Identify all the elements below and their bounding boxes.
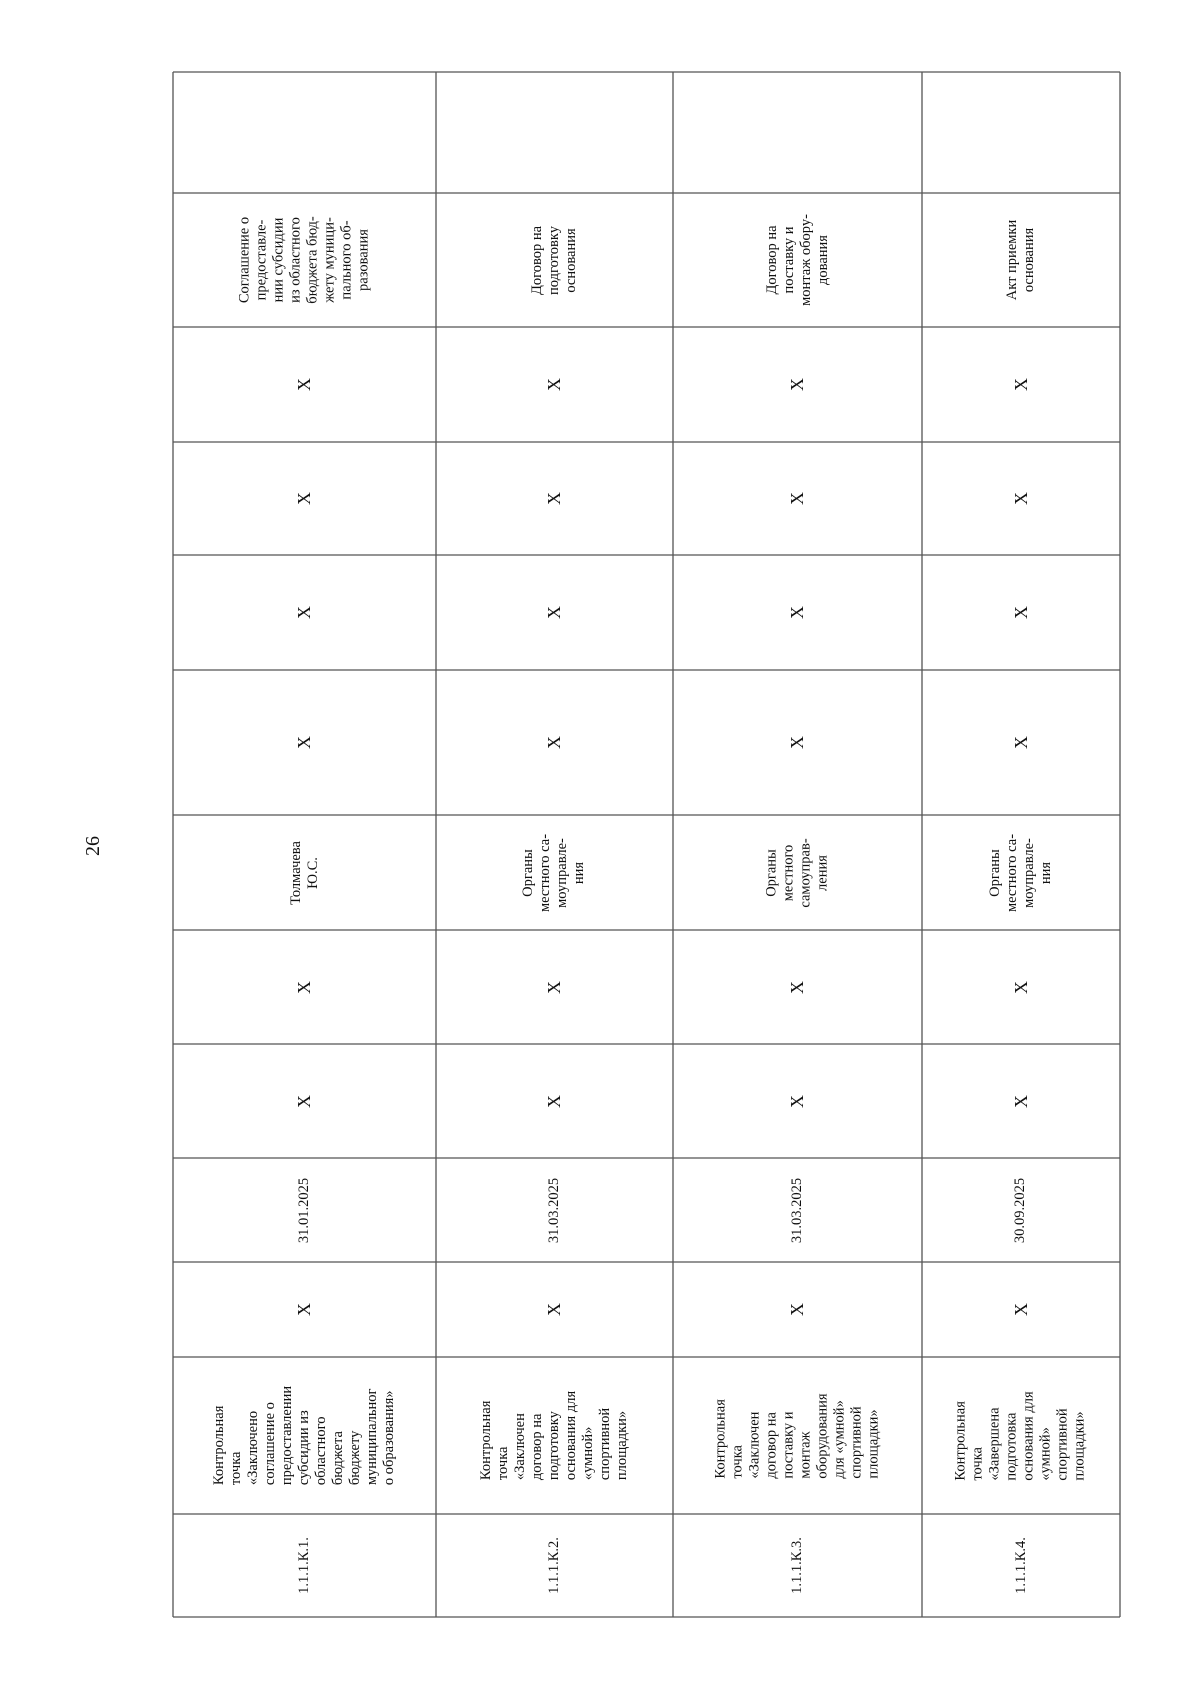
control-point-name-cell xyxy=(673,1357,922,1514)
x-cell-text: X xyxy=(787,606,807,619)
empty-cell xyxy=(173,72,436,193)
responsible-cell xyxy=(673,815,922,930)
x-cell xyxy=(173,555,436,670)
control-point-name-cell xyxy=(173,1357,436,1514)
x-cell-text: X xyxy=(787,1303,807,1316)
x-cell-text: X xyxy=(787,736,807,749)
responsible-cell-text: Органы местного са- моуправле- ния xyxy=(520,833,588,912)
x-cell xyxy=(673,442,922,555)
document-cell xyxy=(173,193,436,327)
control-point-name-cell-text: Контрольная точка «Завершена подготовка основания для «умной» спортивной площадки» xyxy=(953,1390,1088,1481)
x-cell-text: X xyxy=(294,1303,314,1316)
x-cell xyxy=(922,930,1120,1044)
x-cell-text: X xyxy=(544,1303,564,1316)
x-cell xyxy=(922,327,1120,442)
code-cell xyxy=(436,1514,673,1617)
x-cell-text: X xyxy=(1010,492,1031,505)
x-cell-text: X xyxy=(294,606,314,619)
empty-cell xyxy=(922,72,1120,193)
code-cell-text: 1.1.1.К.1. xyxy=(295,1537,312,1594)
x-cell-text: X xyxy=(1010,1303,1031,1316)
x-cell xyxy=(436,327,673,442)
x-cell-text: X xyxy=(544,378,564,391)
responsible-cell-text: Толмачева Ю.С. xyxy=(287,840,321,905)
responsible-cell-text: Органы местного самоуправ- ления xyxy=(763,837,831,908)
document-cell xyxy=(922,193,1120,327)
x-cell xyxy=(922,1044,1120,1158)
date-cell-text: 31.01.2025 xyxy=(296,1177,312,1243)
control-point-name-cell-text: Контрольная точка «Заключено соглашение о предоставлении субсидии из областного бюджета бюджету муниципальног о образования» xyxy=(210,1385,397,1486)
x-cell-text: X xyxy=(544,736,564,749)
control-point-name-cell xyxy=(436,1357,673,1514)
x-cell xyxy=(436,670,673,815)
x-cell xyxy=(673,555,922,670)
page-number: 26 xyxy=(82,836,104,856)
x-cell-text: X xyxy=(544,492,564,505)
x-cell-text: X xyxy=(1010,378,1031,391)
code-cell xyxy=(173,1514,436,1617)
x-cell xyxy=(173,442,436,555)
date-cell xyxy=(436,1158,673,1262)
date-cell-text: 31.03.2025 xyxy=(546,1177,562,1243)
x-cell xyxy=(173,1044,436,1158)
date-cell xyxy=(173,1158,436,1262)
x-cell-text: X xyxy=(294,736,314,749)
x-cell xyxy=(673,670,922,815)
x-cell xyxy=(173,670,436,815)
date-cell xyxy=(673,1158,922,1262)
responsible-cell-text: Органы местного са- моуправле- ния xyxy=(987,833,1054,912)
x-cell-text: X xyxy=(1010,980,1031,994)
x-cell-text: X xyxy=(787,1094,807,1108)
control-point-name-cell xyxy=(922,1357,1120,1514)
x-cell xyxy=(673,930,922,1044)
x-cell-text: X xyxy=(1010,736,1031,749)
x-cell-text: X xyxy=(1010,1094,1031,1108)
code-cell-text: 1.1.1.К.3. xyxy=(788,1537,805,1594)
code-cell xyxy=(673,1514,922,1617)
x-cell-text: X xyxy=(787,492,807,505)
control-point-name-cell-text: Контрольная точка «Заключен договор на поставку и монтаж оборудования для «умной» спортивной площадки» xyxy=(712,1392,882,1479)
x-cell xyxy=(922,555,1120,670)
date-cell-text: 31.03.2025 xyxy=(789,1177,805,1243)
x-cell xyxy=(436,555,673,670)
document-cell-text: Договор на подготовку основания xyxy=(528,225,579,295)
document-cell-text: Акт приемки основания xyxy=(1003,219,1037,301)
code-cell-text: 1.1.1.К.4. xyxy=(1012,1537,1029,1594)
document-cell-text: Договор на поставку и монтаж обору- дования xyxy=(763,214,831,306)
x-cell-text: X xyxy=(544,980,564,994)
x-cell xyxy=(173,327,436,442)
x-cell-text: X xyxy=(544,1094,564,1108)
code-cell xyxy=(922,1514,1120,1617)
control-point-name-cell-text: Контрольная точка «Заключен договор на подготовку основания для «умной» спортивной площадки» xyxy=(478,1390,630,1481)
document-cell xyxy=(673,193,922,327)
date-cell xyxy=(922,1158,1120,1262)
x-cell xyxy=(922,670,1120,815)
x-cell xyxy=(922,442,1120,555)
x-cell-text: X xyxy=(787,378,807,391)
responsible-cell xyxy=(173,815,436,930)
x-cell-text: X xyxy=(544,606,564,619)
x-cell xyxy=(436,1262,673,1357)
document-cell xyxy=(436,193,673,327)
x-cell-text: X xyxy=(1010,606,1031,619)
date-cell-text: 30.09.2025 xyxy=(1012,1177,1029,1243)
responsible-cell xyxy=(436,815,673,930)
x-cell xyxy=(922,1262,1120,1357)
x-cell xyxy=(173,930,436,1044)
x-cell-text: X xyxy=(294,980,314,994)
x-cell xyxy=(673,1044,922,1158)
x-cell-text: X xyxy=(294,1094,314,1108)
code-cell-text: 1.1.1.К.2. xyxy=(545,1537,562,1594)
x-cell xyxy=(436,1044,673,1158)
x-cell xyxy=(673,327,922,442)
empty-cell xyxy=(673,72,922,193)
x-cell-text: X xyxy=(787,980,807,994)
x-cell xyxy=(173,1262,436,1357)
x-cell xyxy=(436,442,673,555)
x-cell xyxy=(436,930,673,1044)
document-cell-text: Соглашение о предоставле- нии субсидии из областного бюджета бюд- жету муници- пального об- разования xyxy=(236,216,372,304)
x-cell xyxy=(673,1262,922,1357)
x-cell-text: X xyxy=(294,492,314,505)
responsible-cell xyxy=(922,815,1120,930)
x-cell-text: X xyxy=(294,378,314,391)
empty-cell xyxy=(436,72,673,193)
